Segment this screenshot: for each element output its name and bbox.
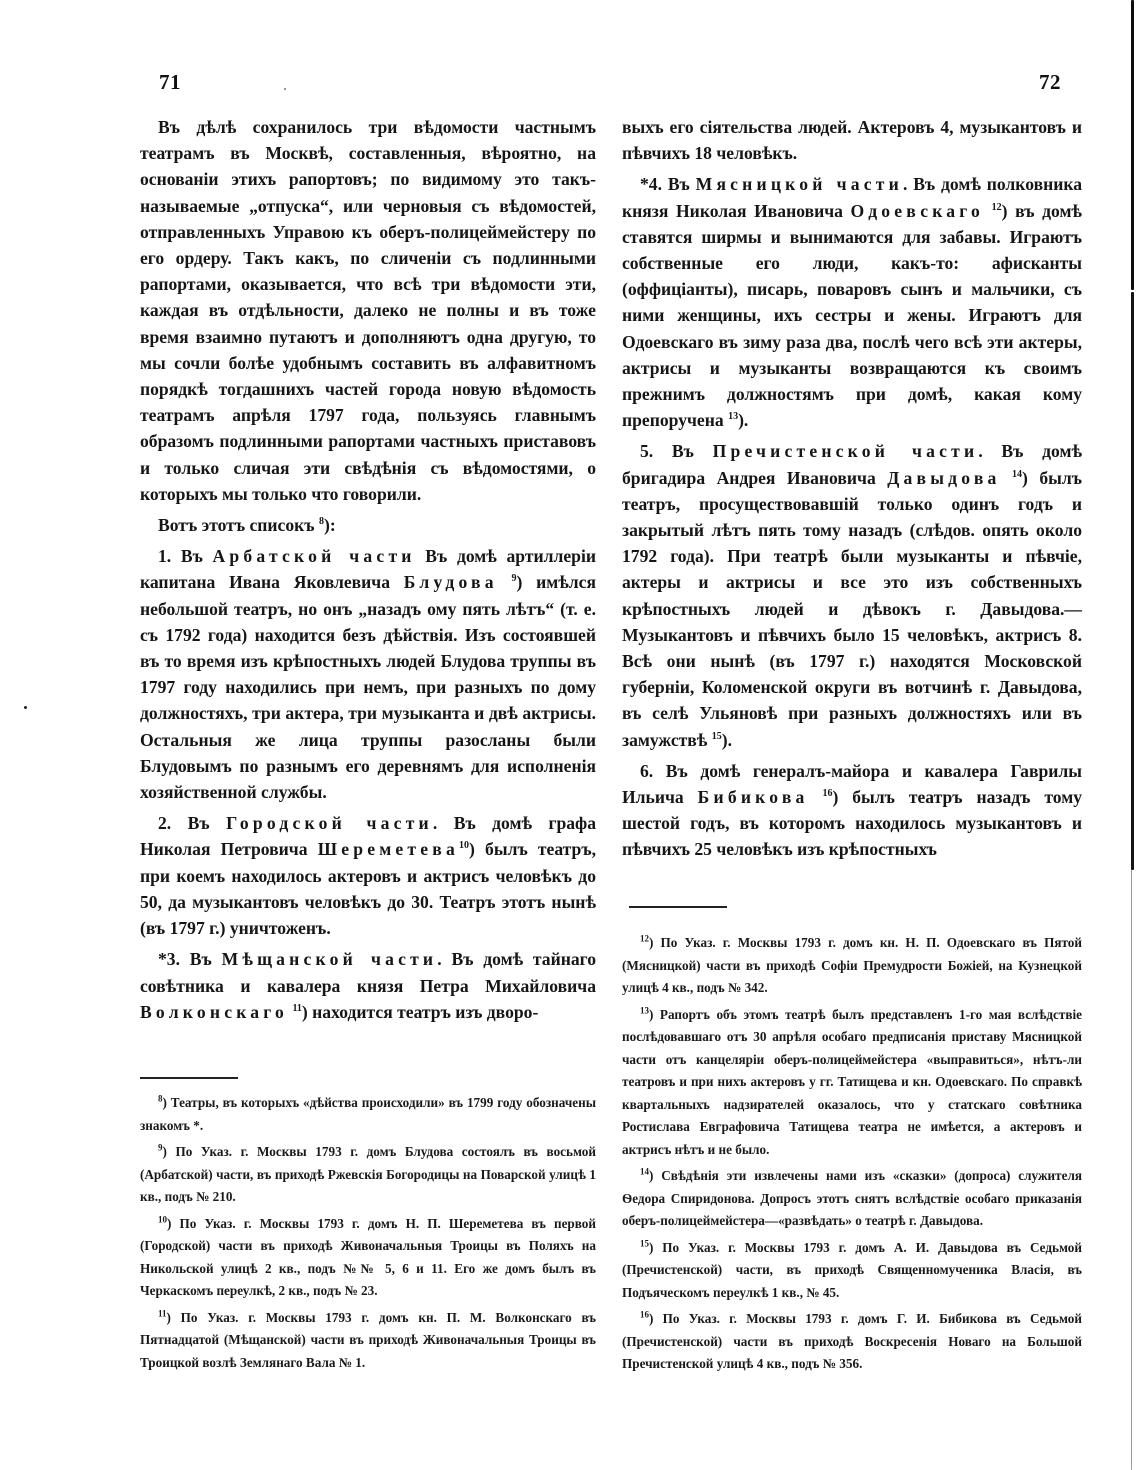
footnote-15: $^{15}$) По Указ. г. Москвы 1793 г. домъ А. И. Давыдова въ Седьмой (Пречистенской) части, въ приходѣ Священномученика Власiя, въ Подъяческомъ переулкѣ 1 кв., № 45.	[622, 1238, 1082, 1300]
district-name: Пречистенской части	[712, 441, 979, 462]
footnote-ref[interactable]: 9	[511, 573, 517, 585]
paragraph-continuation: выхъ его сiятельства людей. Актеровъ 4, музыкантовъ и пѣвчихъ 18 человѣкъ.	[622, 117, 1082, 164]
owner-name: Волконскаго	[140, 1001, 289, 1022]
left-page-body	[140, 114, 596, 1025]
list-item-meshchanskaya: *3. Въ Мѣщанской части. Въ домѣ тайнаго совѣтника и кавалера князя Петра Михайловича Волконскаго $^{11}$) находится театръ изъ дворо-	[140, 949, 596, 1022]
footnote-14: $^{14}$) Свѣдѣнiя эти извлечены нами изъ «сказки» (допроса) служителя Ѳедора Спиридонова. Допросъ этотъ снятъ вслѣдствiе особаго приказанiя оберъ-полицеймейстера—«развѣдать» о театрѣ г. Давыдова.	[622, 1166, 1082, 1228]
footnote-13: $^{13}$) Рапортъ объ этомъ театрѣ былъ представленъ 1-го мая вслѣдствiе послѣдовавшаго отъ 30 апрѣля особаго предписанiя приставу Мясницкой части отъ канцелярiи оберъ-полицеймейстера «выправиться», нѣтъ-ли театровъ и при нихъ актеровъ у гг. Татищева и кн. Одоевскаго. По справкѣ квартальныхъ надзирателей оказалось, что у статскаго совѣтника Ростислава Евграфовича Татищева театра не имѣется, а актеровъ и актрисъ нѣтъ и не было.	[622, 1005, 1082, 1157]
district-name: Городской части	[226, 813, 433, 834]
footnote-ref[interactable]: 16	[822, 788, 833, 800]
footnote-9: $^9$) По Указ. г. Москвы 1793 г. домъ Блудова состоялъ въ восьмой (Арбатской) части, въ приходѣ Ржевскiя Богородицы на Поварской улицѣ 1 кв., подъ № 210.	[140, 1142, 596, 1204]
page-edge-line	[1131, 870, 1132, 1470]
page-number-left: 71	[159, 70, 181, 94]
footnote-ref[interactable]: 12	[991, 201, 1002, 213]
footnote-8: $^8$) Театры, въ которыхъ «дѣйства происходили» въ 1799 году обозначены знакомъ *.	[140, 1093, 596, 1133]
footnote-ref[interactable]: 11	[292, 1002, 302, 1014]
footnote-separator	[140, 1077, 238, 1079]
footnote-16: $^{16}$) По Указ. г. Москвы 1793 г. домъ Г. И. Бибикова въ Седьмой (Пречистенской) части въ приходѣ Воскресенiя Новаго на Большой Пречистенской улицѣ 4 кв., подъ № 356.	[622, 1309, 1082, 1371]
page-number-right: 72	[1039, 70, 1061, 94]
footnote-ref[interactable]: 14	[1012, 468, 1023, 480]
paragraph-list-intro: Вотъ этотъ списокъ $^8$):	[158, 515, 336, 536]
district-name: Мясницкой части	[695, 174, 903, 195]
owner-name: Бибикова	[697, 787, 809, 808]
paragraph-intro: Въ дѣлѣ сохранилось три вѣдомости частнымъ театрамъ въ Москвѣ, составленныя, вѣроятно, на основанiи этихъ рапортовъ; по видимому это такъ-называемые „отпуска“, или черновыя съ вѣдомостей, отправленныхъ Управою къ оберъ-полицеймейстеру по его ордеру. Такъ какъ, по сличенiи съ подлинными рапортами, оказывается, что всѣ три вѣдомости эти, каждая въ отдѣльности, далеко не полны и въ тоже время взаимно путаютъ и дополняютъ одна другую, то мы сочли болѣе удобнымъ составить въ алфавитномъ порядкѣ тогдашнихъ частей города новую вѣдомость театрамъ апрѣля 1797 года, пользуясь главнымъ образомъ подлинными рапортами частныхъ приставовъ и только сличая эти свѣдѣнiя съ вѣдомостями, о которыхъ мы только что говорили.	[140, 117, 596, 504]
scan-speck	[284, 88, 286, 90]
footnote-separator	[629, 906, 727, 908]
right-footnotes	[622, 932, 1082, 1376]
footnote-ref[interactable]: 10	[458, 840, 469, 852]
right-page-body	[622, 114, 1082, 863]
list-item-myasnitskaya: *4. Въ Мясницкой части. Въ домѣ полковника князя Николая Ивановича Одоевскаго $^{12}$) въ домѣ ставятся ширмы и вынимаются для забавы. Играютъ собственные его люди, какъ-то: афисканты (оффицiанты), писарь, поваровъ сынъ и мальчики, съ ними женщины, ихъ сестры и жены. Играютъ для Одоевскаго въ зиму раза два, послѣ чего всѣ эти актеры, актрисы и музыканты возвращаются къ своимъ прежнимъ должностямъ при домѣ, какая кому препоручена $^{13}$).	[622, 174, 1083, 431]
footnote-12: $^{12}$) По Указ. г. Москвы 1793 г. домъ кн. Н. П. Одоевскаго въ Пятой (Мясницкой) части въ приходѣ Софiи Премудрости Божiей, на Кузнецкой улицѣ 4 кв., подъ № 342.	[622, 933, 1082, 995]
district-name: Арбатской части	[212, 546, 416, 567]
footnote-11: $^{11}$) По Указ. г. Москвы 1793 г. домъ кн. П. М. Волконскаго въ Пятнадцатой (Мѣщанской) части въ приходѣ Живоначальныя Троицы въ Троицкой возлѣ Землянаго Вала № 1.	[140, 1308, 596, 1370]
footnote-10: $^{10}$) По Указ. г. Москвы 1793 г. домъ Н. П. Шереметева въ первой (Городской) части въ приходѣ Живоначальныя Троицы въ Поляхъ на Никольской улицѣ 2 кв., подъ №№ 5, 6 и 11. Его же домъ былъ въ Черкаскомъ переулкѣ, 2 кв., подъ № 23.	[140, 1214, 596, 1298]
footnote-ref[interactable]: 13	[728, 411, 739, 423]
district-name: Мѣщанской части	[221, 949, 438, 970]
footnote-ref[interactable]: 15	[711, 730, 722, 742]
list-item-gorodskaya: 2. Въ Городской части. Въ домѣ графа Николая Петровича Шереметева$^{10}$) былъ театръ, при коемъ находилось актеровъ и актрисъ человѣкъ до 50, да музыкантовъ человѣкъ до 30. Театръ этотъ нынѣ (въ 1797 г.) уничтоженъ.	[140, 813, 597, 939]
owner-name: Блудова	[403, 572, 498, 593]
page-edge-line	[1131, 292, 1134, 870]
list-item-bibikov: 6. Въ домѣ генералъ-майора и кавалера Гаврилы Ильича Бибикова $^{16}$) былъ театръ назадъ тому шестой годъ, въ которомъ находилось музыкантовъ и пѣвчихъ 25 человѣкъ изъ крѣпостныхъ	[622, 760, 1083, 860]
left-footnotes	[140, 1092, 596, 1374]
list-item-prechistenskaya: 5. Въ Пречистенской части. Въ домѣ бригадира Андрея Ивановича Давыдова $^{14}$) былъ театръ, просуществовавшiй только одинъ годъ и закрытый лѣтъ пять тому назадъ (слѣдов. опять около 1792 года). При театрѣ были музыканты и пѣвчiе, актеры и актрисы и все это изъ собственныхъ крѣпостныхъ людей и дѣвокъ г. Давыдова.—Музыкантовъ и пѣвчихъ было 15 человѣкъ, актрисъ 8. Всѣ они нынѣ (въ 1797 г.) находятся Московской губернiи, Коломенской округи въ вотчинѣ г. Давыдова, въ селѣ Ульяновѣ при разныхъ должностяхъ или въ замужствѣ $^{15}$).	[622, 441, 1083, 750]
owner-name: Давыдова	[887, 467, 1001, 488]
owner-name: Одоевскаго	[850, 200, 985, 221]
scan-speck	[24, 706, 27, 709]
owner-name: Шереметева	[317, 839, 459, 860]
list-item-arbat: 1. Въ Арбатской части Въ домѣ артиллерiи капитана Ивана Яковлевича Блудова $^9$) имѣлся небольшой театръ, но онъ „назадъ ому пять лѣтъ“ (т. е. съ 1792 года) находится безъ дѣйствiя. Изъ состоявшей въ то время изъ крѣпостныхъ людей Блудова труппы въ 1797 году находились при немъ, при разныхъ по дому должностяхъ, три актера, три музыканта и двѣ актрисы. Остальныя же лица труппы разосланы были Блудовымъ по разнымъ его деревнямъ для исполненiя хозяйственной службы.	[140, 546, 597, 803]
page-edge-line	[1131, 0, 1134, 290]
footnote-ref[interactable]: 8	[318, 516, 324, 528]
